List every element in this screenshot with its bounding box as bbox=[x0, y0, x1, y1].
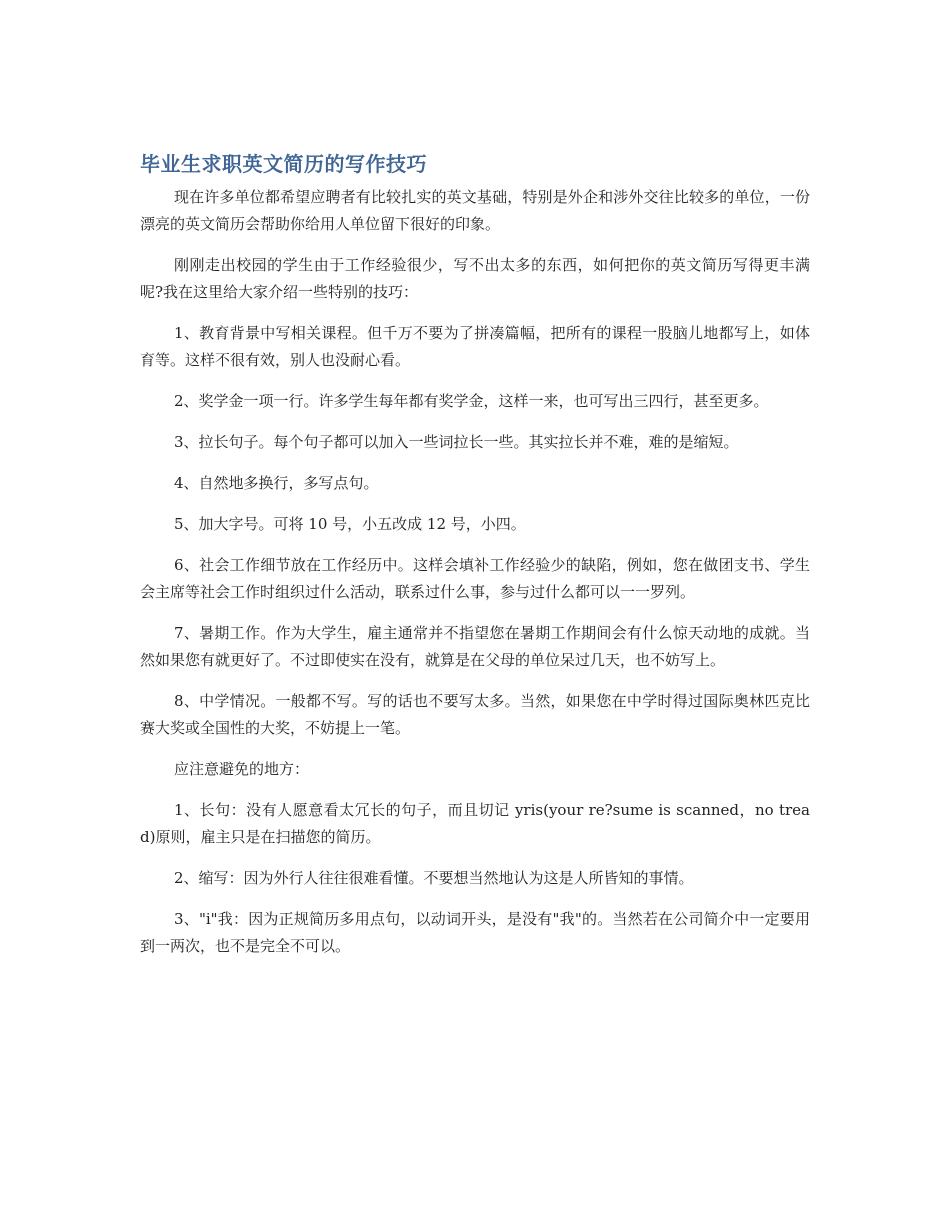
avoid-2: 2、缩写：因为外行人往往很难看懂。不要想当然地认为这是人所皆知的事情。 bbox=[174, 869, 694, 887]
avoid-3: 3、"i"我：因为正规简历多用点句，以动词开头，是没有"我"的。当然若在公司简介中一定要用到一两次，也不是完全不可以。 bbox=[140, 910, 810, 955]
intro-paragraph-2: 刚刚走出校园的学生由于工作经验很少，写不出太多的东西，如何把你的英文简历写得更丰满呢?我在这里给大家介绍一些特别的技巧： bbox=[140, 256, 810, 301]
tip-2: 2、奖学金一项一行。许多学生每年都有奖学金，这样一来，也可写出三四行，甚至更多。 bbox=[174, 392, 769, 410]
tip-1: 1、教育背景中写相关课程。但千万不要为了拼凑篇幅，把所有的课程一股脑儿地都写上，如体育等。这样不很有效，别人也没耐心看。 bbox=[140, 324, 810, 369]
document-title: 毕业生求职英文简历的写作技巧 bbox=[140, 152, 427, 176]
tip-6: 6、社会工作细节放在工作经历中。这样会填补工作经验少的缺陷，例如，您在做团支书、学生会主席等社会工作时组织过什么活动，联系过什么事，参与过什么都可以一一罗列。 bbox=[140, 556, 810, 601]
avoid-1: 1、长句：没有人愿意看太冗长的句子，而且切记 yris(your re?sume is scanned，no tread)原则，雇主只是在扫描您的简历。 bbox=[140, 801, 810, 846]
tip-4: 4、自然地多换行，多写点句。 bbox=[174, 474, 379, 492]
intro-paragraph-1: 现在许多单位都希望应聘者有比较扎实的英文基础，特别是外企和涉外交往比较多的单位，一份漂亮的英文简历会帮助你给用人单位留下很好的印象。 bbox=[140, 188, 810, 233]
avoid-heading: 应注意避免的地方： bbox=[174, 760, 310, 778]
tip-8: 8、中学情况。一般都不写。写的话也不要写太多。当然，如果您在中学时得过国际奥林匹克比赛大奖或全国性的大奖，不妨提上一笔。 bbox=[140, 692, 810, 737]
tip-7: 7、暑期工作。作为大学生，雇主通常并不指望您在暑期工作期间会有什么惊天动地的成就。当然如果您有就更好了。不过即使实在没有，就算是在父母的单位呆过几天，也不妨写上。 bbox=[140, 624, 810, 669]
document-page bbox=[140, 150, 810, 974]
tip-3: 3、拉长句子。每个句子都可以加入一些词拉长一些。其实拉长并不难，难的是缩短。 bbox=[174, 433, 739, 451]
tip-5: 5、加大字号。可将 10 号，小五改成 12 号，小四。 bbox=[174, 515, 526, 533]
